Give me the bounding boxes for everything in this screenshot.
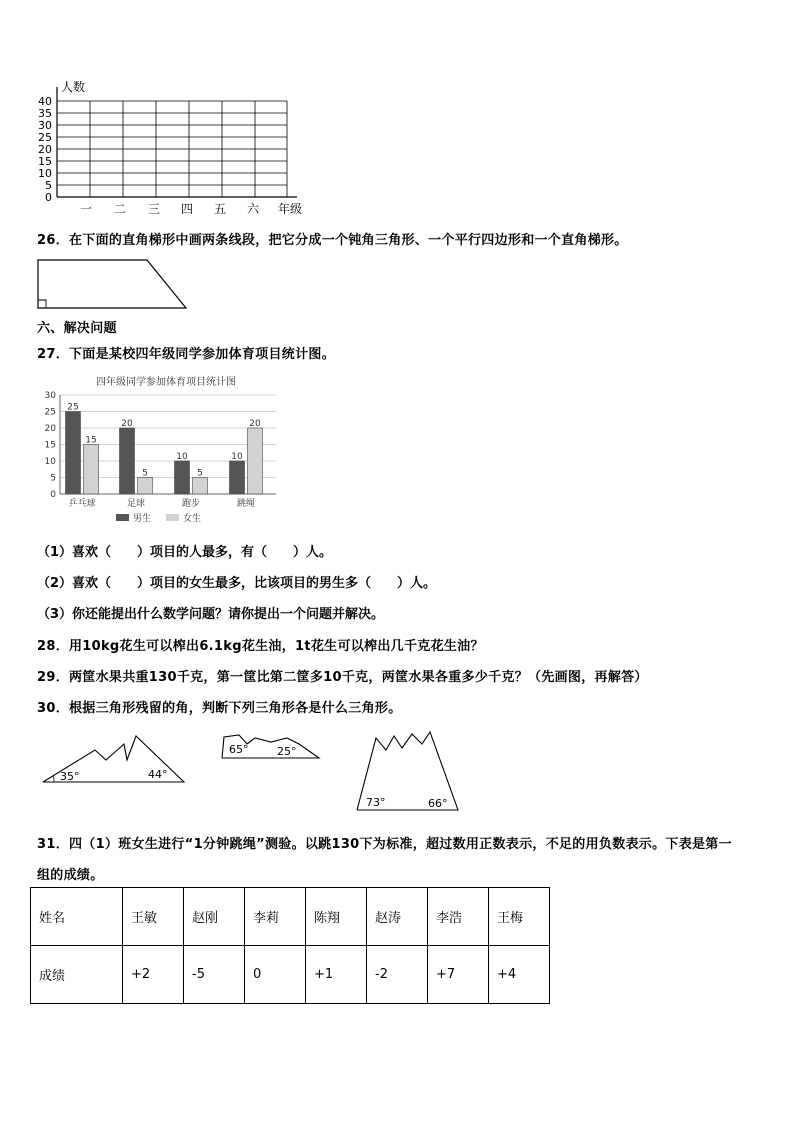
legend-label-boys: 男生 xyxy=(133,514,152,524)
table-cell: 陈翔 xyxy=(306,888,367,946)
category-label: 跑步 xyxy=(181,499,201,509)
table-cell: +7 xyxy=(428,946,489,1004)
bar-value-label: 5 xyxy=(197,468,203,479)
y-tick-label: 25 xyxy=(44,407,56,418)
legend-swatch-girls xyxy=(166,514,179,521)
grid-y-tick: 15 xyxy=(38,155,52,168)
table-cell: +1 xyxy=(306,946,367,1004)
table-row xyxy=(31,888,550,946)
question-29: 29．两筐水果共重130千克，第一筐比第二筐多10千克，两筐水果各重多少千克？（先画图，再解答） xyxy=(37,670,648,685)
question-30: 30．根据三角形残留的角，判断下列三角形各是什么三角形。 xyxy=(37,701,402,716)
legend-swatch-boys xyxy=(116,514,129,521)
grid-xlabel: 年级 xyxy=(277,202,303,216)
question-26: 26．在下面的直角梯形中画两条线段，把它分成一个钝角三角形、一个平行四边形和一个直角梯形。 xyxy=(37,233,628,248)
broken-triangle-3 xyxy=(354,730,462,814)
table-cell: 赵涛 xyxy=(367,888,428,946)
bar-boys xyxy=(66,412,81,495)
chart-legend xyxy=(116,512,201,524)
table-cell: +2 xyxy=(123,946,184,1004)
table-cell: 王敏 xyxy=(123,888,184,946)
bar-value-label: 10 xyxy=(176,452,188,462)
angle-label: 25° xyxy=(277,745,297,758)
bar-boys xyxy=(175,461,190,494)
sports-bar-chart xyxy=(36,372,286,527)
bar-boys xyxy=(120,428,135,494)
table-cell: 0 xyxy=(245,946,306,1004)
table-cell: +4 xyxy=(489,946,550,1004)
y-tick-label: 5 xyxy=(50,473,56,484)
category-label: 跳绳 xyxy=(236,499,256,509)
table-cell: -5 xyxy=(184,946,245,1004)
angle-label: 66° xyxy=(428,797,448,810)
bar-girls xyxy=(84,445,99,495)
question-31-line2: 组的成绩。 xyxy=(37,868,104,883)
grid-y-tick: 25 xyxy=(38,131,52,144)
grid-x-tick: 四 xyxy=(180,202,194,216)
grid-x-tick: 五 xyxy=(213,202,227,216)
bar-girls xyxy=(248,428,263,494)
angle-label: 65° xyxy=(229,743,249,756)
bar-value-label: 20 xyxy=(249,419,261,429)
table-row xyxy=(31,946,550,1004)
broken-triangle-2 xyxy=(219,732,323,762)
section-title: 六、解决问题 xyxy=(37,321,117,336)
bar-boys xyxy=(230,461,245,494)
category-label: 乒乓球 xyxy=(68,499,96,509)
score-table xyxy=(30,887,550,1004)
blank-grid-chart xyxy=(28,75,318,220)
grid-y-tick: 10 xyxy=(38,167,52,180)
bar-value-label: 15 xyxy=(85,435,97,446)
question-27-1: （1）喜欢（ ）项目的人最多，有（ ）人。 xyxy=(37,545,333,560)
bar-value-label: 20 xyxy=(121,419,133,429)
grid-x-tick: 六 xyxy=(246,202,260,216)
question-27: 27．下面是某校四年级同学参加体育项目统计图。 xyxy=(37,347,335,362)
y-tick-label: 0 xyxy=(50,490,56,500)
grid-x-tick: 一 xyxy=(79,202,93,216)
table-cell: 李浩 xyxy=(428,888,489,946)
bar-value-label: 25 xyxy=(67,402,79,413)
bar-girls xyxy=(193,478,208,495)
angle-label: 35° xyxy=(60,770,80,783)
grid-y-tick: 30 xyxy=(38,119,52,132)
grid-y-tick: 40 xyxy=(38,95,52,108)
angle-label: 73° xyxy=(366,796,386,809)
y-tick-label: 20 xyxy=(44,424,56,434)
broken-triangle-1 xyxy=(40,730,190,786)
bar-value-label: 5 xyxy=(142,468,148,479)
grid-ylabel: 人数 xyxy=(61,80,86,94)
table-cell: 赵刚 xyxy=(184,888,245,946)
angle-label: 44° xyxy=(148,768,168,781)
chart-title: 四年级同学参加体育项目统计图 xyxy=(96,377,236,388)
bar-girls xyxy=(138,478,153,495)
table-cell: 李莉 xyxy=(245,888,306,946)
question-27-2: （2）喜欢（ ）项目的女生最多，比该项目的男生多（ ）人。 xyxy=(37,576,437,591)
legend-label-girls: 女生 xyxy=(183,514,202,524)
grid-y-tick: 35 xyxy=(38,107,52,120)
y-tick-label: 30 xyxy=(44,391,56,401)
table-cell: 姓名 xyxy=(31,888,123,946)
table-cell: -2 xyxy=(367,946,428,1004)
grid-y-tick: 0 xyxy=(45,191,52,204)
grid-x-tick: 三 xyxy=(147,202,161,216)
grid-y-tick: 5 xyxy=(45,179,52,192)
question-28: 28．用10kg花生可以榨出6.1kg花生油，1t花生可以榨出几千克花生油？ xyxy=(37,639,484,654)
table-cell: 王梅 xyxy=(489,888,550,946)
question-27-3: （3）你还能提出什么数学问题？请你提出一个问题并解决。 xyxy=(37,607,385,622)
right-trapezoid xyxy=(36,258,188,310)
grid-y-tick: 20 xyxy=(38,143,52,156)
bar-value-label: 10 xyxy=(231,452,243,462)
y-tick-label: 15 xyxy=(44,440,56,451)
category-label: 足球 xyxy=(126,499,146,509)
grid-x-tick: 二 xyxy=(113,202,127,216)
table-cell: 成绩 xyxy=(31,946,123,1004)
y-tick-label: 10 xyxy=(44,457,56,467)
question-31-line1: 31．四（1）班女生进行“1分钟跳绳”测验。以跳130下为标准，超过数用正数表示，不足的用负数表示。下表是第一 xyxy=(37,837,732,852)
